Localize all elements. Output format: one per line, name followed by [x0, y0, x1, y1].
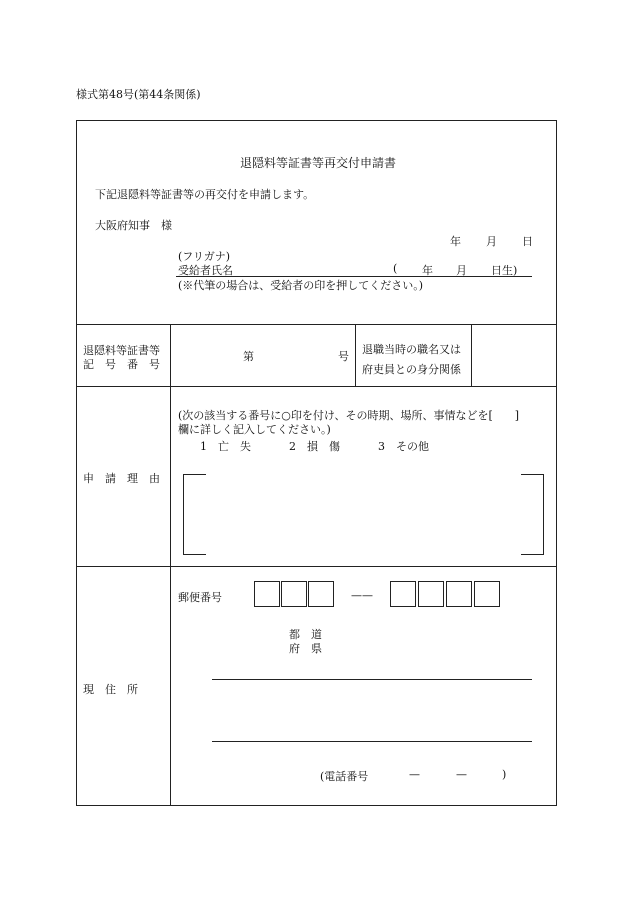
postal-label: 郵便番号: [178, 591, 222, 604]
postal-digit-box[interactable]: [446, 581, 472, 607]
prefecture-line1: 都 道: [289, 628, 322, 641]
phone-dash-1: —: [409, 768, 420, 781]
divider-top: [76, 324, 556, 325]
postal-digit-box[interactable]: [281, 581, 307, 607]
divider-cert: [76, 386, 556, 387]
right-bracket: [521, 474, 544, 555]
reason-details-field[interactable]: [183, 474, 544, 554]
address-label: 現 住 所: [83, 683, 138, 696]
phone-close: ): [502, 768, 507, 781]
postal-digit-box[interactable]: [390, 581, 416, 607]
birth-day-label: 日生): [491, 264, 518, 277]
reason-option-other[interactable]: 3 その他: [378, 440, 429, 453]
prefecture-line2: 府 県: [289, 642, 322, 655]
cert-label-line1: 退隠料等証書等: [83, 344, 160, 357]
label-column-divider: [170, 324, 171, 805]
reason-option-damage[interactable]: 2 損 傷: [289, 440, 340, 453]
birth-month-label: 月: [456, 264, 467, 277]
postal-dash: ——: [351, 589, 373, 602]
name-label: 受給者氏名: [178, 264, 233, 277]
postal-digit-box[interactable]: [254, 581, 280, 607]
date-year-label: 年: [450, 235, 461, 248]
phone-label: (電話番号: [320, 770, 369, 783]
reason-option-loss[interactable]: 1 亡 失: [200, 440, 251, 453]
cert-go: 号: [338, 350, 349, 363]
date-day-label: 日: [522, 235, 533, 248]
intro-text: 下記退隠料等証書等の再交付を申請します。: [95, 188, 315, 201]
position-label-line2: 府吏員との身分関係: [362, 363, 461, 376]
reason-instruction-line1: (次の該当する番号に○印を付け、その時期、場所、事情などを[ ]: [178, 409, 520, 422]
cert-label-line2: 記 号 番 号: [83, 358, 160, 371]
form-number: 様式第48号(第44条関係): [76, 88, 201, 101]
divider-reason: [76, 566, 556, 567]
cert-dai: 第: [243, 350, 254, 363]
postal-digit-box[interactable]: [308, 581, 334, 607]
phone-dash-2: —: [456, 768, 467, 781]
left-bracket: [183, 474, 206, 555]
addressee: 大阪府知事 様: [95, 219, 172, 232]
cert-divider-1: [355, 324, 356, 386]
postal-digit-box[interactable]: [418, 581, 444, 607]
reason-instruction-line2: 欄に詳しく記入してください。): [178, 423, 331, 436]
birth-year-label: 年: [422, 264, 433, 277]
cert-divider-2: [471, 324, 472, 386]
position-label-line1: 退職当時の職名又は: [362, 343, 461, 356]
reason-label: 申 請 理 由: [83, 472, 160, 485]
birth-open: (: [393, 262, 398, 275]
address-line-1[interactable]: [212, 679, 532, 680]
proxy-note: (※代筆の場合は、受給者の印を押してください。): [178, 279, 424, 292]
furigana-label: (フリガナ): [178, 250, 231, 263]
date-month-label: 月: [486, 235, 497, 248]
postal-digit-box[interactable]: [474, 581, 500, 607]
form-title: 退隠料等証書等再交付申請書: [240, 156, 397, 170]
address-line-2[interactable]: [212, 741, 532, 742]
